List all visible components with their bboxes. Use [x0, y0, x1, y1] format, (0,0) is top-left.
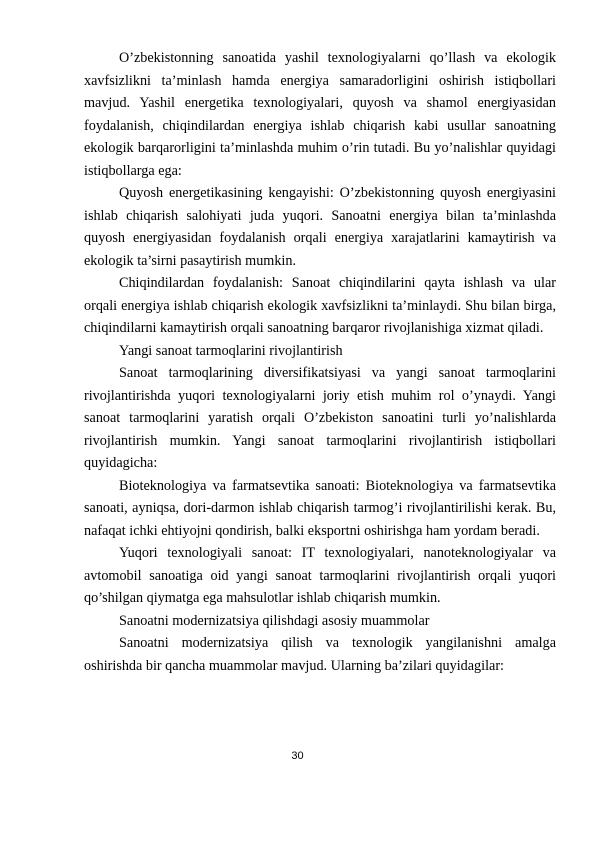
- paragraph-waste-usage: Chiqindilardan foydalanish: Sanoat chiqindilarini qayta ishlash va ular orqali energiya ishlab chiqarish ekologik xavfsizlikni ta’minlaydi. Shu bilan birga, chiqindilarni kamaytirish orqali sanoatning barqaror rivojlanishiga xizmat qiladi.: [84, 275, 556, 336]
- document-page: [84, 47, 556, 677]
- paragraph-biotech-pharma: Bioteknologiya va farmatsevtika sanoati: Bioteknologiya va farmatsevtika sanoati, ayniqsa, dori-darmon ishlab chiqarish tarmog’i rivojlantirilishi kerak. Bu, nafaqat ichki ehtiyojni qondirish, balki eksportni oshirishga ham yordam beradi.: [84, 477, 556, 539]
- paragraph-high-tech: Yuqori texnologiyali sanoat: IT texnologiyalari, nanoteknologiyalar va avtomobil sanoatiga oid yangi sanoat tarmoqlarini rivojlantirish orqali yuqori qo’shilgan qiymatga ega mahsulotlar ishlab chiqarish mumkin.: [84, 545, 556, 606]
- paragraph-modernization-intro: Sanoatni modernizatsiya qilish va texnologik yangilanishni amalga oshirishda bir qancha muammolar mavjud. Ularning ba’zilari quyidagilar:: [84, 635, 556, 674]
- section-heading-modernization-problems: Sanoatni modernizatsiya qilishdagi asosiy muammolar: [119, 612, 430, 629]
- paragraph-solar-energy: Quyosh energetikasining kengayishi: O’zbekistonning quyosh energiyasini ishlab chiqarish salohiyati juda yuqori. Sanoatni energiya bilan ta’minlashda quyosh energiyasidan foydalanish orqali energiya xarajatlarini kamaytirish va ekologik ta’sirni pasaytirish mumkin.: [84, 185, 556, 269]
- section-heading-new-industries: Yangi sanoat tarmoqlarini rivojlantirish: [119, 342, 343, 359]
- paragraph-diversification: Sanoat tarmoqlarining diversifikatsiyasi va yangi sanoat tarmoqlarini rivojlantirishda yuqori texnologiyalarni joriy etish muhim rol o’ynaydi. Yangi sanoat tarmoqlarini yaratish orqali O’zbekiston sanoatini turli yo’nalishlarda rivojlantirish mumkin. Yangi sanoat tarmoqlarini rivojlantirish istiqbollari quyidagicha:: [84, 365, 556, 471]
- paragraph-green-tech-intro: O’zbekistonning sanoatida yashil texnologiyalarni qo’llash va ekologik xavfsizlikni ta’minlash hamda energiya samaradorligini oshirish istiqbollari mavjud. Yashil energetika texnologiyalari, quyosh va shamol energiyasidan foydalanish, chiqindilardan energiya ishlab chiqarish kabi usullar sanoatning ekologik barqarorligini ta’minlashda muhim o’rin tutadi. Bu yo’nalishlar quyidagi istiqbollarga ega:: [84, 50, 556, 179]
- page-number: 30: [291, 750, 304, 762]
